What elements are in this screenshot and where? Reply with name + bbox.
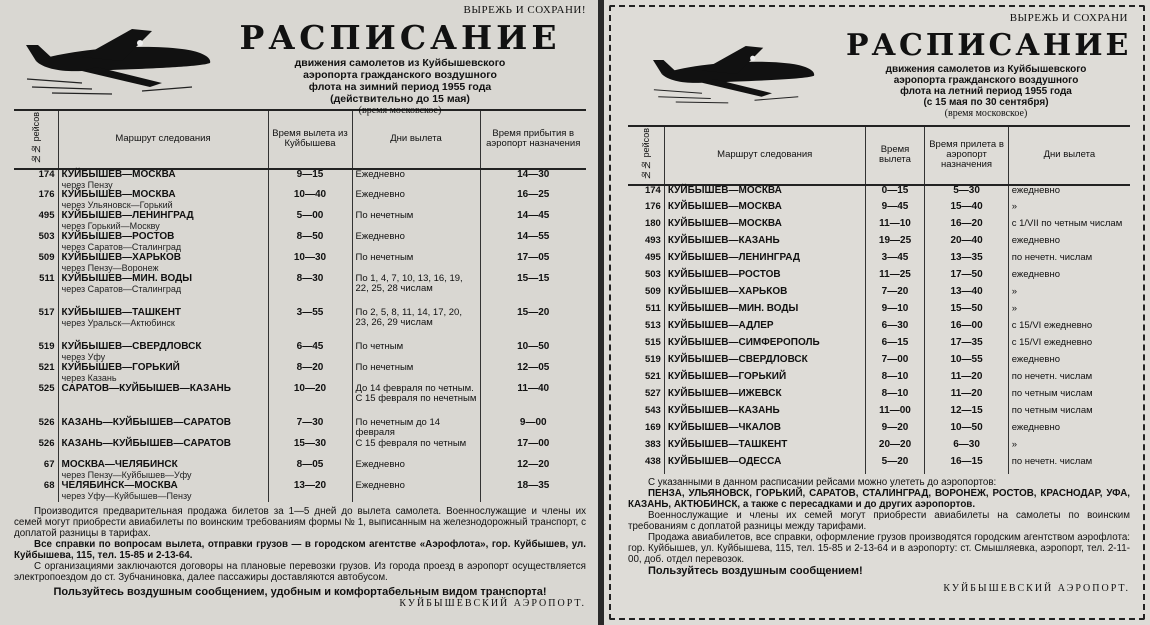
arrival-time: 12—15 [925, 406, 1008, 423]
cut-note: ВЫРЕЖЬ И СОХРАНИ [1009, 12, 1128, 24]
arrival-time: 17—05 [517, 251, 550, 263]
arrival-time: 15—50 [925, 304, 1008, 321]
route-cell [58, 169, 268, 190]
flight-days: Ежедневно [352, 169, 480, 190]
departure-time: 8—20 [268, 363, 352, 384]
flight-number: 180 [628, 219, 664, 236]
airplane-icon [642, 39, 832, 109]
table-row [14, 342, 586, 363]
departure-time: 6—45 [268, 342, 352, 363]
flight-days: с 1/VII по четным числам [1011, 217, 1123, 229]
flight-number: 503 [14, 232, 58, 253]
info-paragraph: Продажа авиабилетов, все справки, оформление грузов производятся городским агентством аэрофлота: гор. Куйбышев, ул. Куйбышева, 115, тел. 15-85 и 2-13-64 и в аэропорту: ст. Смышляевка, аэропорт, тел. 2-11-00, доб. отдел перевозок. [628, 531, 1130, 565]
route-cell [58, 211, 268, 232]
table-row [628, 338, 1130, 355]
route-via: через Ульяновск—Горький [61, 199, 173, 210]
route: ЧЕЛЯБИНСК—МОСКВА [61, 479, 178, 491]
col-header-arr: Время прибытия в аэропорт назначения [486, 128, 581, 150]
flight-days: по четным числам [1011, 404, 1093, 416]
table-row [14, 460, 586, 481]
header [616, 25, 1140, 125]
route: КУЙБЫШЕВ—ГОРЬКИЙ [61, 361, 180, 373]
departure-time: 13—20 [268, 481, 352, 502]
flight-number: 509 [14, 253, 58, 274]
flight-number: 509 [628, 287, 664, 304]
flight-number: 515 [628, 338, 664, 355]
table-row [14, 439, 586, 460]
departure-time: 3—55 [268, 308, 352, 342]
subtitle-line: аэропорта гражданского воздушного [303, 69, 497, 81]
route: КУЙБЫШЕВ—МОСКВА [61, 188, 176, 200]
flight-days: по нечетн. числам [1011, 251, 1093, 263]
arrival-time: 17—50 [925, 270, 1008, 287]
table-row [628, 236, 1130, 253]
arrival-time: 13—35 [925, 253, 1008, 270]
table-row [628, 253, 1130, 270]
departure-time: 8—05 [268, 460, 352, 481]
table-row [14, 190, 586, 211]
route: КУЙБЫШЕВ—ОДЕССА [664, 457, 865, 474]
header [14, 17, 586, 116]
col-header-dep: Время вылета из Куйбышева [268, 110, 352, 169]
departure-time: 10—30 [268, 253, 352, 274]
flight-days: с 15/VI ежедневно [1011, 336, 1093, 348]
table-row [14, 169, 586, 190]
col-header-arr: Время прилета в аэропорт назначения [925, 126, 1008, 185]
route-cell [58, 384, 268, 418]
flight-number: 526 [14, 439, 58, 460]
departure-time: 9—15 [268, 169, 352, 190]
flight-days: по нечетн. числам [1011, 370, 1093, 382]
flight-days: По нечетным [352, 363, 480, 384]
departure-time: 19—25 [865, 236, 925, 253]
route: САРАТОВ—КУЙБЫШЕВ—КАЗАНЬ [61, 382, 231, 394]
slogan: Пользуйтесь воздушным сообщением! [648, 564, 863, 577]
flight-number: 503 [628, 270, 664, 287]
flight-number: 67 [14, 460, 58, 481]
col-header-num: №№ рейсов [14, 110, 58, 169]
flight-number: 525 [14, 384, 58, 418]
arrival-time: 14—55 [517, 230, 550, 242]
departure-time: 8—10 [865, 372, 925, 389]
table-row [628, 321, 1130, 338]
flight-number: 169 [628, 423, 664, 440]
departure-time: 7—30 [268, 418, 352, 439]
table-row [14, 253, 586, 274]
table-row [628, 270, 1130, 287]
flight-number: 521 [628, 372, 664, 389]
departure-time: 11—25 [865, 270, 925, 287]
page-title: РАСПИСАНИЕ [846, 28, 1132, 63]
table-row [628, 219, 1130, 236]
flight-days: По нечетным [352, 253, 480, 274]
table-row [628, 440, 1130, 457]
col-header-days: Дни вылета [1043, 149, 1096, 161]
table-row [14, 274, 586, 308]
route-cell [58, 481, 268, 502]
flight-number: 519 [628, 355, 664, 372]
route-cell [58, 418, 268, 439]
table-row [628, 423, 1130, 440]
route-via: через Пензу—Куйбышев—Уфу [61, 469, 192, 480]
departure-time: 0—15 [865, 185, 925, 202]
route: КУЙБЫШЕВ—КАЗАНЬ [664, 406, 865, 423]
subtitle-line: флота на зимний период 1955 года [308, 81, 492, 93]
flight-days: » [1011, 302, 1018, 314]
arrival-time: 14—30 [517, 168, 550, 180]
table-row [14, 418, 586, 439]
route-via: через Уфу—Куйбышев—Пензу [61, 490, 192, 501]
summer-schedule-sheet [604, 0, 1150, 625]
flight-days: С 15 февраля по четным [352, 439, 480, 460]
arrival-time: 16—00 [925, 321, 1008, 338]
route: КУЙБЫШЕВ—МОСКВА [664, 202, 865, 219]
table-row [14, 363, 586, 384]
table-row [14, 308, 586, 342]
subtitle-line: аэропорта гражданского воздушного [893, 75, 1079, 86]
route: КУЙБЫШЕВ—РОСТОВ [61, 230, 175, 242]
flight-number: 176 [14, 190, 58, 211]
flight-days: ежедневно [1011, 268, 1060, 280]
departure-time: 8—50 [268, 232, 352, 253]
subtitle-line: флота на летний период 1955 года [900, 86, 1072, 97]
route: КУЙБЫШЕВ—ТАШКЕНТ [61, 306, 182, 318]
flight-number: 513 [628, 321, 664, 338]
info-paragraph: С указанными в данном расписании рейсами можно улететь до аэропортов: [648, 476, 997, 488]
route-cell [58, 439, 268, 460]
flight-days: Ежедневно [352, 232, 480, 253]
route: КУЙБЫШЕВ—ХАРЬКОВ [664, 287, 865, 304]
arrival-time: 11—40 [517, 382, 550, 394]
flight-number: 438 [628, 457, 664, 474]
departure-time: 15—30 [268, 439, 352, 460]
signature: КУЙБЫШЕВСКИЙ АЭРОПОРТ. [399, 597, 586, 609]
route: КУЙБЫШЕВ—СИМФЕРОПОЛЬ [664, 338, 865, 355]
table-row [14, 384, 586, 418]
arrival-time: 15—40 [925, 202, 1008, 219]
route-via: через Саратов—Сталинград [61, 241, 182, 252]
flight-days: ежедневно [1011, 353, 1060, 365]
table-row [628, 287, 1130, 304]
flight-number: 383 [628, 440, 664, 457]
route-cell [58, 363, 268, 384]
flight-days: Ежедневно [352, 190, 480, 211]
departure-time: 7—20 [865, 287, 925, 304]
route: КАЗАНЬ—КУЙБЫШЕВ—САРАТОВ [61, 416, 231, 428]
arrival-time: 9—00 [519, 416, 547, 428]
table-row [628, 457, 1130, 474]
subtitle-line: движения самолетов из Куйбышевского [885, 64, 1087, 75]
flight-days: » [1011, 438, 1018, 450]
flight-number: 527 [628, 389, 664, 406]
info-paragraph: ПЕНЗА, УЛЬЯНОВСК, ГОРЬКИЙ, САРАТОВ, СТАЛИНГРАД, ВОРОНЕЖ, РОСТОВ, КРАСНОДАР, УФА, КАЗАНЬ, АКТЮБИНСК, а также с пересадками и до других аэропортов. [628, 487, 1130, 510]
route: КУЙБЫШЕВ—МОСКВА [664, 219, 865, 236]
route: КУЙБЫШЕВ—СВЕРДЛОВСК [61, 340, 202, 352]
table-row [628, 185, 1130, 202]
arrival-time: 13—40 [925, 287, 1008, 304]
route: КУЙБЫШЕВ—ЧКАЛОВ [664, 423, 865, 440]
flight-number: 174 [14, 169, 58, 190]
route: КУЙБЫШЕВ—КАЗАНЬ [664, 236, 865, 253]
table-row [628, 406, 1130, 423]
info-paragraph: Производится предварительная продажа билетов за 1—5 дней до вылета самолета. Военнослужащие и члены их семей могут приобрести авиабилеты по воинским требованиям формы № 1, выписанным на железнодорожный транспорт, с доплатой разницы в тарифах. [14, 505, 586, 539]
flight-number: 68 [14, 481, 58, 502]
route: КУЙБЫШЕВ—МИН. ВОДЫ [61, 272, 193, 284]
airplane-icon [22, 21, 222, 101]
route-via: через Казань [61, 372, 117, 383]
route: КУЙБЫШЕВ—МИН. ВОДЫ [664, 304, 865, 321]
flight-days: По 2, 5, 8, 11, 14, 17, 20, 23, 26, 29 числам [352, 308, 480, 342]
flight-number: 495 [628, 253, 664, 270]
route: КУЙБЫШЕВ—РОСТОВ [664, 270, 865, 287]
arrival-time: 16—20 [925, 219, 1008, 236]
departure-time: 5—00 [268, 211, 352, 232]
route-cell [58, 232, 268, 253]
flight-number: 174 [628, 185, 664, 202]
arrival-time: 5—30 [925, 185, 1008, 202]
route: КУЙБЫШЕВ—МОСКВА [664, 185, 865, 202]
flight-days: По нечетным [352, 211, 480, 232]
flight-days: Ежедневно [352, 460, 480, 481]
flight-days: » [1011, 285, 1018, 297]
departure-time: 8—10 [865, 389, 925, 406]
arrival-time: 12—20 [517, 458, 550, 470]
route: КУЙБЫШЕВ—СВЕРДЛОВСК [664, 355, 865, 372]
col-header-route: Маршрут следования [58, 110, 268, 169]
route-via: через Пензу—Воронеж [61, 262, 159, 273]
signature: КУЙБЫШЕВСКИЙ АЭРОПОРТ. [943, 582, 1130, 594]
flight-days: ежедневно [1011, 184, 1060, 196]
route-via: через Саратов—Сталинград [61, 283, 182, 294]
flight-number: 519 [14, 342, 58, 363]
flight-number: 517 [14, 308, 58, 342]
page-title: РАСПИСАНИЕ [239, 18, 561, 57]
subtitle-line: движения самолетов из Куйбышевского [294, 57, 506, 69]
flight-days: с 15/VI ежедневно [1011, 319, 1093, 331]
route-via: через Пензу [61, 179, 113, 190]
route-cell [58, 190, 268, 211]
winter-schedule-table [14, 109, 586, 502]
flight-number: 176 [628, 202, 664, 219]
route-cell [58, 460, 268, 481]
summer-schedule-table [628, 125, 1130, 474]
route: КУЙБЫШЕВ—ХАРЬКОВ [61, 251, 182, 263]
route: КУЙБЫШЕВ—ТАШКЕНТ [664, 440, 865, 457]
arrival-time: 11—20 [925, 372, 1008, 389]
departure-time: 9—20 [865, 423, 925, 440]
arrival-time: 17—35 [925, 338, 1008, 355]
flight-number: 543 [628, 406, 664, 423]
arrival-time: 10—50 [517, 340, 550, 352]
info-paragraph: Военнослужащие и члены их семей могут приобрести авиабилеты на самолеты по воинским требованиям с доплатой разницы между тарифами. [628, 509, 1130, 532]
info-paragraph: Все справки по вопросам вылета, отправки грузов — в городском агентстве «Аэрофлота», гор. Куйбышев, ул. Куйбышева, 115, тел. 15-85 и 2-13-64. [14, 538, 586, 561]
arrival-time: 6—30 [925, 440, 1008, 457]
flight-number: 521 [14, 363, 58, 384]
route-via: через Уральск—Актюбинск [61, 317, 175, 328]
flight-days: По четным [352, 342, 480, 363]
route: КУЙБЫШЕВ—АДЛЕР [664, 321, 865, 338]
table-row [14, 211, 586, 232]
flight-days: по четным числам [1011, 387, 1093, 399]
table-row [628, 202, 1130, 219]
subtitle-line: (действительно до 15 мая) [330, 93, 470, 105]
departure-time: 11—00 [865, 406, 925, 423]
cut-note: ВЫРЕЖЬ И СОХРАНИ! [463, 4, 586, 16]
subtitle-line: (с 15 мая по 30 сентября) [923, 97, 1049, 108]
route: КУЙБЫШЕВ—ЛЕНИНГРАД [61, 209, 194, 221]
table-row [628, 355, 1130, 372]
route-cell [58, 308, 268, 342]
flight-days: До 14 февраля по четным. С 15 февраля по нечетным [352, 384, 480, 418]
arrival-time: 17—00 [517, 437, 550, 449]
departure-time: 10—20 [268, 384, 352, 418]
route: КУЙБЫШЕВ—ИЖЕВСК [664, 389, 865, 406]
arrival-time: 20—40 [925, 236, 1008, 253]
departure-time: 10—40 [268, 190, 352, 211]
route: КУЙБЫШЕВ—ЛЕНИНГРАД [664, 253, 865, 270]
table-row [628, 389, 1130, 406]
departure-time: 6—15 [865, 338, 925, 355]
time-note: (время московское) [358, 105, 442, 116]
departure-time: 3—45 [865, 253, 925, 270]
departure-time: 6—30 [865, 321, 925, 338]
col-header-num: №№ рейсов [628, 126, 664, 185]
flight-number: 495 [14, 211, 58, 232]
flight-number: 511 [14, 274, 58, 308]
departure-time: 11—10 [865, 219, 925, 236]
flight-number: 526 [14, 418, 58, 439]
arrival-time: 14—45 [517, 209, 550, 221]
route-via: через Уфу [61, 351, 106, 362]
route-cell [58, 274, 268, 308]
col-header-route: Маршрут следования [664, 126, 865, 185]
route-via: через Горький—Москву [61, 220, 160, 231]
flight-days: По нечетным до 14 февраля [352, 418, 480, 439]
route: КУЙБЫШЕВ—ГОРЬКИЙ [664, 372, 865, 389]
arrival-time: 18—35 [517, 479, 550, 491]
arrival-time: 15—15 [517, 272, 550, 284]
col-header-days: Дни вылета [352, 110, 480, 169]
arrival-time: 16—15 [925, 457, 1008, 474]
flight-days: » [1011, 200, 1018, 212]
flight-days: Ежедневно [352, 481, 480, 502]
route: КУЙБЫШЕВ—МОСКВА [61, 168, 176, 180]
arrival-time: 10—55 [925, 355, 1008, 372]
arrival-time: 15—20 [517, 306, 550, 318]
arrival-time: 10—50 [925, 423, 1008, 440]
route-cell [58, 253, 268, 274]
table-row [14, 232, 586, 253]
arrival-time: 11—20 [925, 389, 1008, 406]
departure-time: 7—00 [865, 355, 925, 372]
flight-days: ежедневно [1011, 421, 1060, 433]
route-cell [58, 342, 268, 363]
flight-days: ежедневно [1011, 234, 1060, 246]
route: МОСКВА—ЧЕЛЯБИНСК [61, 458, 178, 470]
route: КАЗАНЬ—КУЙБЫШЕВ—САРАТОВ [61, 437, 231, 449]
info-paragraph: С организациями заключаются договоры на плановые перевозки грузов. Из города проезд в аэропорт осуществляется электропоездом до ст. Зубчаниновка, далее пассажиры доставляются автобусом. [14, 560, 586, 583]
table-row [628, 372, 1130, 389]
arrival-time: 16—25 [517, 188, 550, 200]
slogan: Пользуйтесь воздушным сообщением, удобным и комфортабельным видом транспорта! [53, 585, 547, 598]
time-note: (время московское) [944, 108, 1028, 119]
table-row [628, 304, 1130, 321]
table-row [14, 481, 586, 502]
departure-time: 8—30 [268, 274, 352, 308]
col-header-dep: Время вылета [865, 126, 925, 185]
arrival-time: 12—05 [517, 361, 550, 373]
flight-number: 493 [628, 236, 664, 253]
flight-number: 511 [628, 304, 664, 321]
departure-time: 9—45 [865, 202, 925, 219]
flight-days: По 1, 4, 7, 10, 13, 16, 19, 22, 25, 28 числам [352, 274, 480, 308]
flight-days: по нечетн. числам [1011, 455, 1093, 467]
departure-time: 9—10 [865, 304, 925, 321]
departure-time: 20—20 [865, 440, 925, 457]
departure-time: 5—20 [865, 457, 925, 474]
